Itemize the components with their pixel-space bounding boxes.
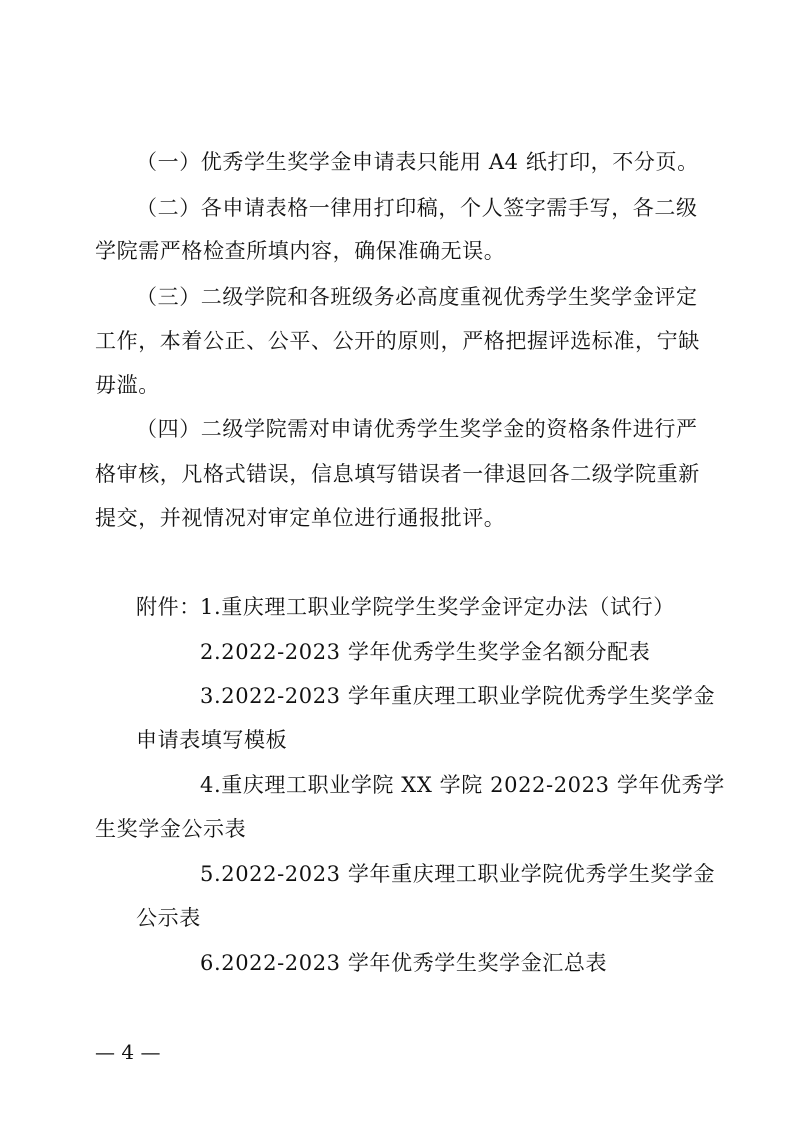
attachment-item-3-line-1: 3.2022-2023 学年重庆理工职业学院优秀学生奖学金	[200, 684, 716, 708]
paragraph-3-line-2: 工作，本着公正、公平、公开的原则，严格把握评选标准，宁缺	[95, 329, 700, 353]
attachment-item-6: 6.2022-2023 学年优秀学生奖学金汇总表	[200, 951, 608, 975]
attachment-item-4-line-1: 4.重庆理工职业学院 XX 学院 2022-2023 学年优秀学	[200, 773, 725, 797]
paragraph-4-line-2: 格审核，凡格式错误，信息填写错误者一律退回各二级学院重新	[95, 462, 700, 486]
paragraph-3-line-1: （三）二级学院和各班级务必高度重视优秀学生奖学金评定	[136, 285, 698, 309]
page-number: — 4 —	[95, 1040, 161, 1064]
paragraph-4-line-3: 提交，并视情况对审定单位进行通报批评。	[95, 506, 506, 530]
attachment-item-5-line-1: 5.2022-2023 学年重庆理工职业学院优秀学生奖学金	[200, 862, 716, 886]
attachment-item-2: 2.2022-2023 学年优秀学生奖学金名额分配表	[200, 640, 651, 664]
paragraph-4-line-1: （四）二级学院需对申请优秀学生奖学金的资格条件进行严	[136, 417, 698, 441]
attachments-label: 附件：	[136, 595, 201, 619]
attachment-item-3-line-2: 申请表填写模板	[136, 728, 288, 752]
attachment-item-4-line-2: 生奖学金公示表	[95, 817, 247, 841]
paragraph-3-line-3: 毋滥。	[95, 373, 160, 397]
paragraph-2-line-1: （二）各申请表格一律用打印稿，个人签字需手写，各二级	[136, 196, 698, 220]
paragraph-1-line-1: （一）优秀学生奖学金申请表只能用 A4 纸打印，不分页。	[136, 150, 699, 174]
attachment-item-1: 1.重庆理工职业学院学生奖学金评定办法（试行）	[200, 595, 675, 619]
paragraph-2-line-2: 学院需严格检查所填内容，确保准确无误。	[95, 239, 506, 263]
attachment-item-5-line-2: 公示表	[136, 906, 201, 930]
